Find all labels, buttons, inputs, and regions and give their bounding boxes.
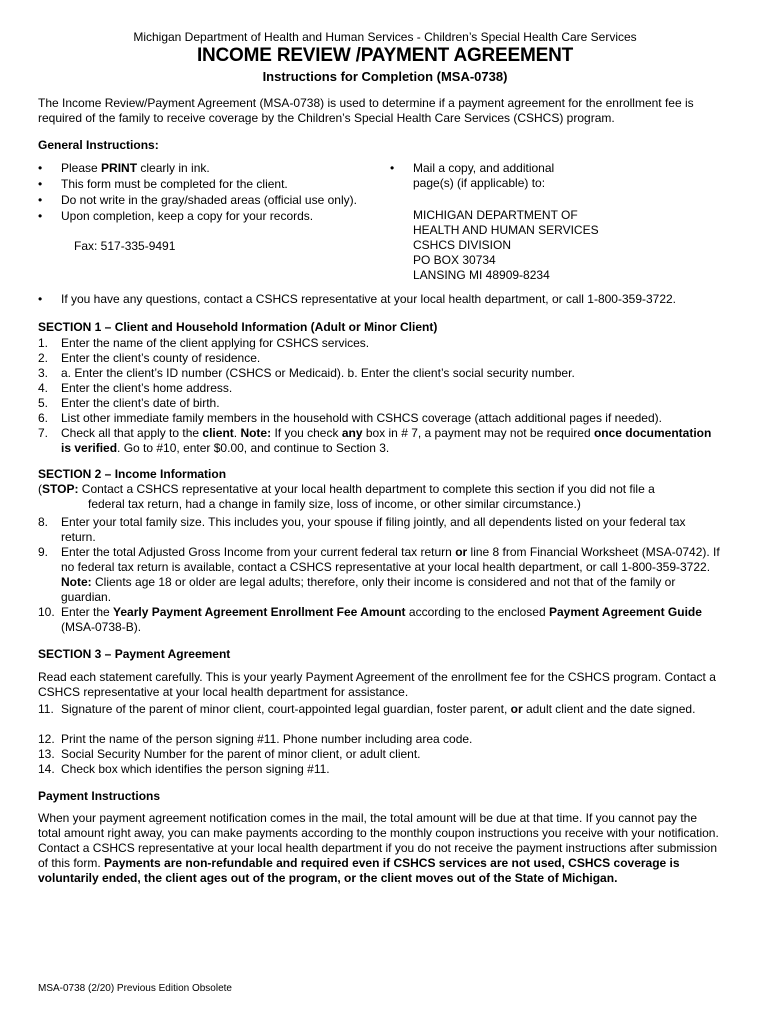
section1-item-2: Enter the client’s county of residence. [61,351,261,365]
section1-item-4: Enter the client’s home address. [61,381,233,395]
section1-item-3: a. Enter the client’s ID number (CSHCS or Medicaid). b. Enter the client’s social security number. [61,366,575,380]
section3-item-13: Social Security Number for the parent of minor client, or adult client. [61,747,421,761]
payment-instructions-text: When your payment agreement notification comes in the mail, the total amount will be due at that time. If you cannot pay the total amount right away, you can make payments according to the monthly coupon instructions you receive with your notification. Contact a CSHCS representative at your local health department if you do not receive the payment instructions after submission of this form. Payments are non-refundable and required even if CSHCS services are not used, CSHCS coverage is voluntarily ended, the client ages out of the program, or the client moves out of the State of Michigan. [38,811,719,885]
section1-item-7: Check all that apply to the client. Note: If you check any box in # 7, a payment may not be required once documentation is verified. Go to #10, enter $0.00, and continue to Section 3. [61,426,712,455]
section1-item-6: List other immediate family members in the household with CSHCS coverage (attach additional pages if needed). [61,411,662,425]
form-title: INCOME REVIEW /PAYMENT AGREEMENT [196,45,574,66]
fax-number: Fax: 517-335-9491 [74,239,176,253]
section3-item-11: Signature of the parent of minor client, court-appointed legal guardian, foster parent, or adult client and the date signed. [61,702,696,716]
section2-item-9: Enter the total Adjusted Gross Income from your current federal tax return or line 8 from Financial Worksheet (MSA-0742). If no federal tax return is available, contact a CSHCS representative at your local health department, or call 1-800-359-3722. Note: Clients age 18 or older are legal adults; therefore, only their income is considered and not that of the family or guardian. [61,545,720,604]
section3-heading: SECTION 3 – Payment Agreement [38,647,231,661]
section1-heading: SECTION 1 – Client and Household Information (Adult or Minor Client) [38,320,438,334]
section1-item-5: Enter the client’s date of birth. [61,396,220,410]
form-footer: MSA-0738 (2/20) Previous Edition Obsolete [38,983,232,994]
payment-instructions-heading: Payment Instructions [38,789,161,803]
section3-item-14: Check box which identifies the person signing #11. [61,762,330,776]
agency-line: Michigan Department of Health and Human Services - Children’s Special Health Care Services [133,30,637,44]
section3-intro: Read each statement carefully. This is your yearly Payment Agreement of the enrollment fee for the CSHCS program. Contact a CSHCS representative at your local health department for assistance. [38,670,716,699]
section3-item-12: Print the name of the person signing #11. Phone number including area code. [61,732,473,746]
section2-item-8: Enter your total family size. This includes you, your spouse if filing jointly, and all dependents listed on your federal tax return. [61,515,686,544]
instructions-page: Michigan Department of Health and Human Services - Children’s Special Health Care Services INCOME REVIEW /PAYMENT AGREEMENT Instructions for Completion (MSA-0738) The Income Review/Payment Agreement (MSA-0738) is used to determine if a payment agreement for the enrollment fee is required of the family to receive coverage by the Children’s Special Health Care Services (CSHCS) program. General Instructions: • Please PRINT clearly in ink. • This form must be completed for the client. • Do not write in the gray/shaded areas (official use only). • Upon completion, keep a copy for your records. Fax: 517-335-9491 • Mail a copy, and additional page(s) (if applicable) to: MICHIGAN DEPARTMENT OF HEALTH AND HUMAN SERVICES CSHCS DIVISION PO BOX 30734 LANSING MI 48909-8234 • If you have any questions, contact a CSHCS representative at your local health department, or call 1-800-359-3722. SECTION 1 – Client and Household Information (Adult or Minor Client) 1. Enter the name of the client applying for CSHCS services. 2. Enter the client’s county of residence. 3. a. Enter the client’s ID number (CSHCS or Medicaid). b. Enter the client’s social security number. 4. Enter the client’s home address. 5. Enter the client’s date of birth. 6. List other immediate family members in the household with CSHCS coverage (attach additional pages if needed). 7. Check all that apply to the client. Note: If you check any box in # 7, a payment may not be required once documentation is verified. Go to #10, enter $0.00, and continue to Section 3. SECTION 2 – Income Information (STOP: Contact a CSHCS representative at your local health department to complete this section if you did not file a federal tax return, had a change in family size, loss of income, or other similar circumstance.) 8. Enter your total family size. This includes you, your spouse if filing jointly, and all dependents listed on your federal tax return. 9. Enter the total Adjusted Gross Income from your current federal tax return or line 8 from Financial Worksheet (MSA-0742). If no federal tax return is available, contact a CSHCS representative at your local health department, or call 1-800-359-3722. Note: Clients age 18 or older are legal adults; therefore, only their income is considered and not that of the family or guardian. 10. Enter the Yearly Payment Agreement Enrollment Fee Amount according to the enclosed Payment Agreement Guide (MSA-0738-B). SECTION 3 – Payment Agreement Read each statement carefully. This is your yearly Payment Agreement of the enrollment fee for the CSHCS program. Contact a CSHCS representative at your local health department for assistance. 11. Signature of the parent of minor client, court-appointed legal guardian, foster parent, or adult client and the date signed. 12. Print the name of the person signing #11. Phone number including area code. 13. Social Security Number for the parent of minor client, or adult client. 14. Check box which identifies the person signing #11. Payment Instructions When your payment agreement notification comes in the mail, the total amount will be due at that time. If you cannot pay the total amount right away, you can make payments according to the monthly coupon instructions you receive with your notification. Contact a CSHCS representative at your local health department if you do not receive the payment instructions after submission of this form. Payments are non-refundable and required even if CSHCS services are not used, CSHCS coverage is voluntarily ended, the client ages out of the program, or the client moves out of the State of Michigan. MSA-0738 (2/20) Previous Edition Obsolete [0,0,770,1024]
section2-item-10: Enter the Yearly Payment Agreement Enrollment Fee Amount according to the enclosed Payment Agreement Guide (MSA-0738-B). [61,605,702,634]
section1-item-1: Enter the name of the client applying for CSHCS services. [61,336,370,350]
section2-heading: SECTION 2 – Income Information [38,467,227,481]
section2-stop-note: (STOP: Contact a CSHCS representative at your local health department to complete this section if you did not file a federal tax return, had a change in family size, loss of income, or other similar circumstance.) [38,482,655,511]
form-subtitle: Instructions for Completion (MSA-0738) [262,69,508,84]
intro-paragraph: The Income Review/Payment Agreement (MSA-0738) is used to determine if a payment agreement for the enrollment fee is required of the family to receive coverage by the Children’s Special Health Care Services (CSHCS) program. [38,96,694,125]
mailing-address: MICHIGAN DEPARTMENT OF HEALTH AND HUMAN SERVICES CSHCS DIVISION PO BOX 30734 LANSING MI 48909-8234 [413,208,599,282]
general-instructions-heading: General Instructions: [38,138,159,152]
